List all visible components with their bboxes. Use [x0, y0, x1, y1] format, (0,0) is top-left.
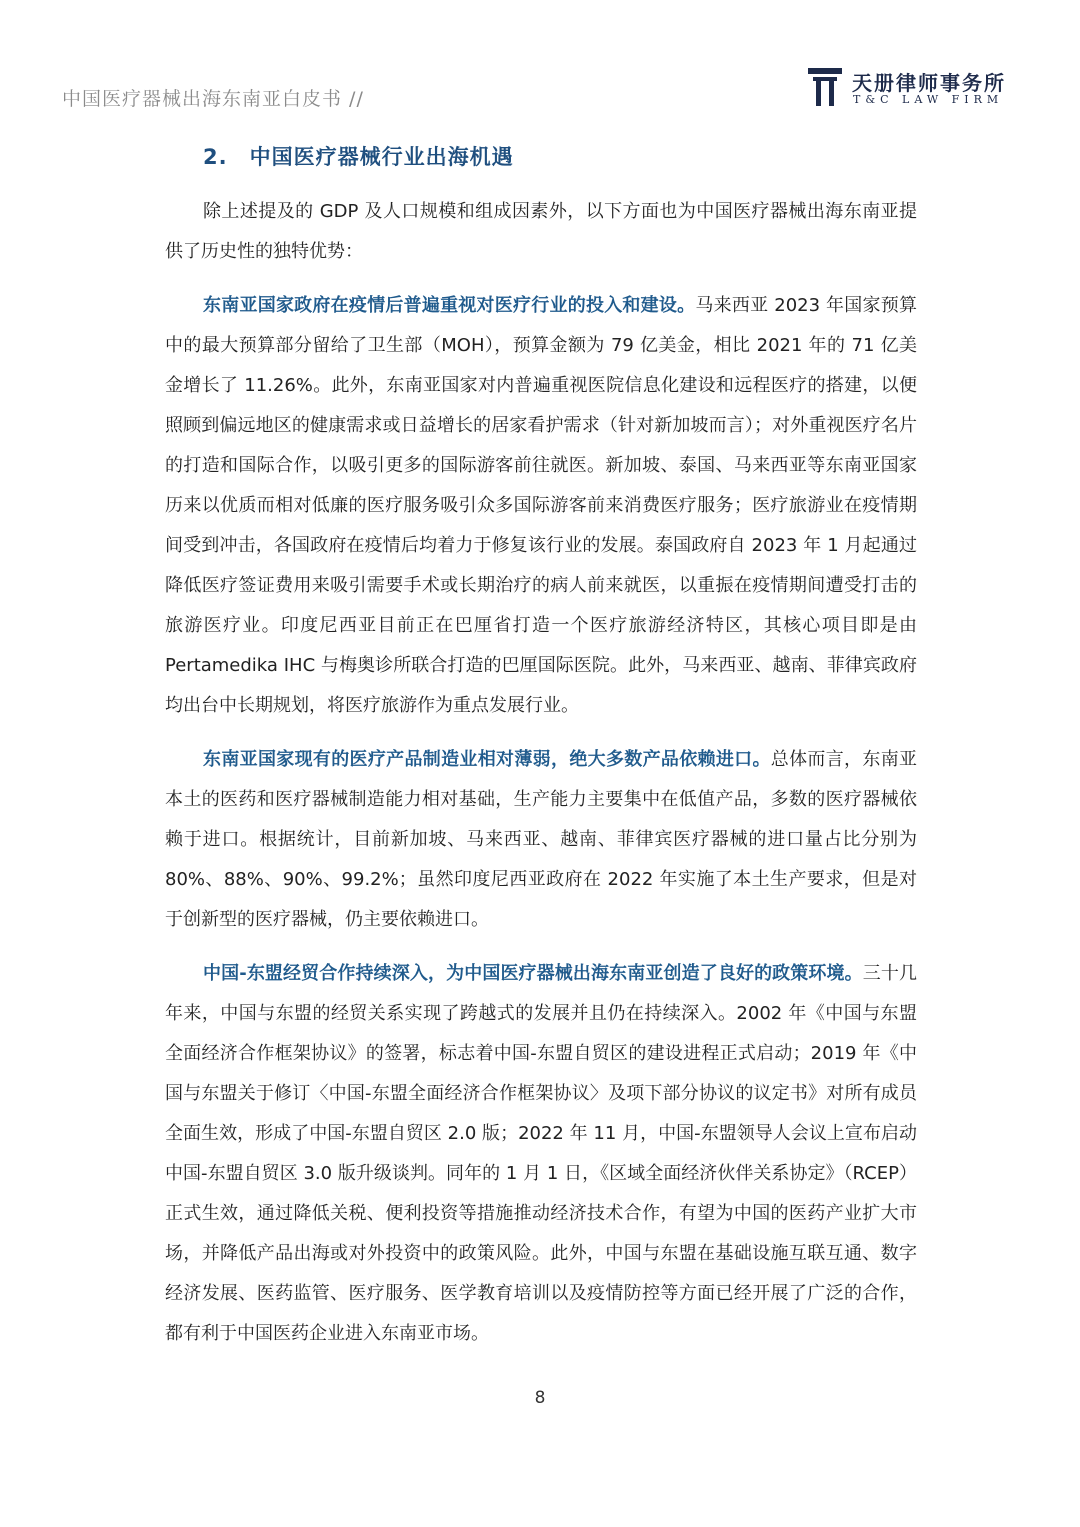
paragraph-lead: 中国-东盟经贸合作持续深入，为中国医疗器械出海东南亚创造了良好的政策环境。	[203, 963, 863, 984]
firm-logo	[808, 66, 1023, 108]
paragraph-text: 马来西亚 2023 年国家预算中的最大预算部分留给了卫生部（MOH），预算金额为 79 亿美金，相比 2021 年的 71 亿美金增长了 11.26%。此外，东南亚国家对内普遍重视医院信息化建设和远程医疗的搭建，以便照顾到偏远地区的健康需求或日益增长的居家看护需求（针对新加坡而言）；对外重视医疗名片的打造和国际合作，以吸引更多的国际游客前往就医。新加坡、泰国、马来西亚等东南亚国家历来以优质而相对低廉的医疗服务吸引众多国际游客前来消费医疗服务；医疗旅游业在疫情期间受到冲击，各国政府在疫情后均着力于修复该行业的发展。泰国政府自 2023 年 1 月起通过降低医疗签证费用来吸引需要手术或长期治疗的病人前来就医，以重振在疫情期间遭受打击的旅游医疗业。印度尼西亚目前正在巴厘省打造一个医疗旅游经济特区，其核心项目即是由 Pertamedika IHC 与梅奥诊所联合打造的巴厘国际医院。此外，马来西亚、越南、菲律宾政府均出台中长期规划，将医疗旅游作为重点发展行业。	[165, 295, 917, 716]
running-header-title: 中国医疗器械出海东南亚白皮书 //	[62, 88, 364, 110]
paragraph-government-investment	[165, 286, 917, 726]
page-number: 8	[534, 1388, 546, 1408]
paragraph-intro	[165, 192, 917, 272]
paragraph-text: 三十几年来，中国与东盟的经贸关系实现了跨越式的发展并且仍在持续深入。2002 年《中国与东盟全面经济合作框架协议》的签署，标志着中国-东盟自贸区的建设进程正式启动；2019 年《中国与东盟关于修订〈中国-东盟全面经济合作框架协议〉及项下部分协议的议定书》对所有成员全面生效，形成了中国-东盟自贸区 2.0 版；2022 年 11 月，中国-东盟领导人会议上宣布启动中国-东盟自贸区 3.0 版升级谈判。同年的 1 月 1 日，《区域全面经济伙伴关系协定》（RCEP）正式生效，通过降低关税、便利投资等措施推动经济技术合作，有望为中国的医药产业扩大市场，并降低产品出海或对外投资中的政策风险。此外，中国与东盟在基础设施互联互通、数字经济发展、医药监管、医疗服务、医学教育培训以及疫情防控等方面已经开展了广泛的合作，都有利于中国医药企业进入东南亚市场。	[165, 963, 917, 1344]
firm-logo-mark-icon	[808, 68, 842, 106]
section-heading	[203, 141, 514, 171]
section-number: 2.	[203, 145, 228, 169]
paragraph-lead: 东南亚国家政府在疫情后普遍重视对医疗行业的投入和建设。	[203, 295, 696, 316]
paragraph-manufacturing-weakness	[165, 740, 917, 940]
paragraph-china-asean-cooperation	[165, 954, 917, 1354]
section-title: 中国医疗器械行业出海机遇	[249, 145, 514, 169]
body-content	[165, 192, 917, 1368]
paragraph-text: 除上述提及的 GDP 及人口规模和组成因素外，以下方面也为中国医疗器械出海东南亚提供了历史性的独特优势：	[165, 201, 917, 262]
paragraph-lead: 东南亚国家现有的医疗产品制造业相对薄弱，绝大多数产品依赖进口。	[203, 749, 771, 770]
paragraph-text: 总体而言，东南亚本土的医药和医疗器械制造能力相对基础，生产能力主要集中在低值产品，多数的医疗器械依赖于进口。根据统计，目前新加坡、马来西亚、越南、菲律宾医疗器械的进口量占比分别为 80%、88%、90%、99.2%；虽然印度尼西亚政府在 2022 年实施了本土生产要求，但是对于创新型的医疗器械，仍主要依赖进口。	[165, 749, 918, 930]
firm-name-en: T&C LAW FIRM	[853, 93, 1004, 106]
firm-name-cn: 天册律师事务所	[852, 71, 1006, 95]
